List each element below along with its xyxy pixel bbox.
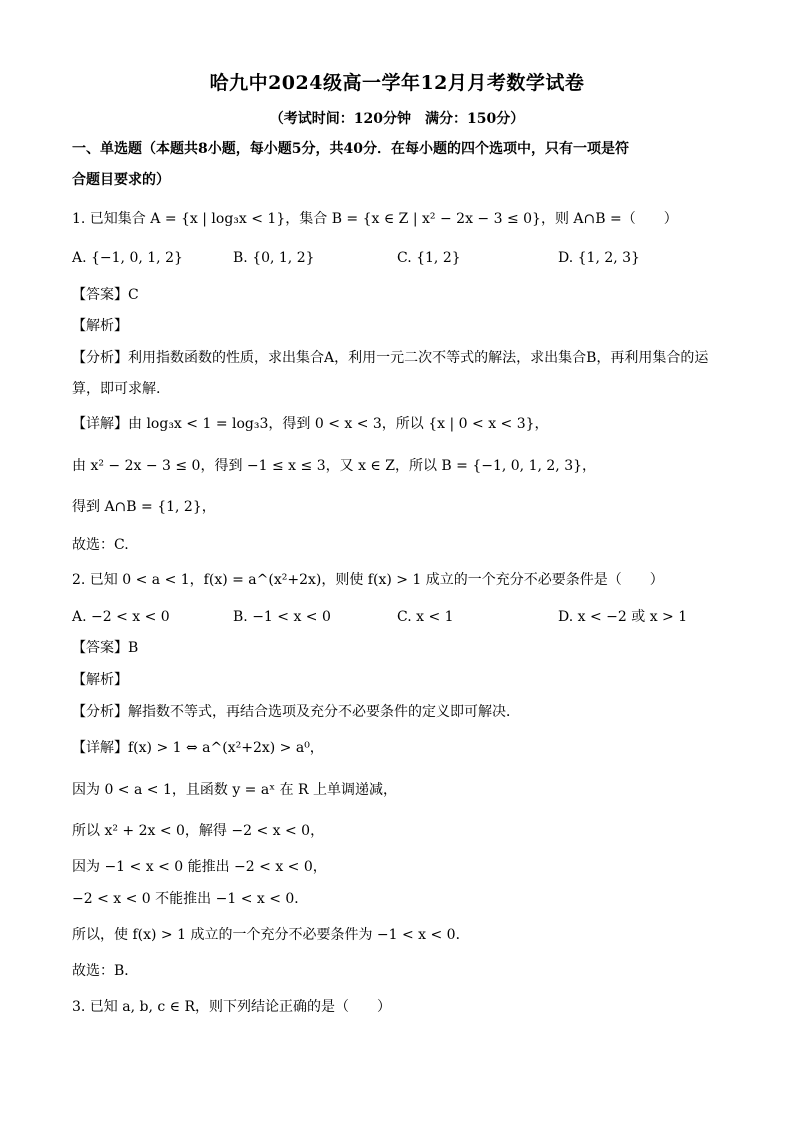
question-1-analysis-line1: 【分析】利用指数函数的性质，求出集合A，利用一元二次不等式的解法，求出集合B，再利用集合的运 — [72, 350, 709, 366]
exam-info: （考试时间：120分钟 满分：150分） — [269, 111, 525, 127]
page-title: 哈九中2024级高一学年12月月考数学试卷 — [209, 72, 585, 94]
question-2-detail-3: 所以 x² + 2x < 0，解得 −2 < x < 0， — [72, 823, 325, 839]
question-2-option-b: B. −1 < x < 0 — [233, 609, 331, 625]
question-2-detail-2: 因为 0 < a < 1，且函数 y = aˣ 在 R 上单调递减， — [72, 782, 398, 798]
question-2-option-c: C. x < 1 — [397, 609, 454, 625]
question-1-option-c: C. {1, 2} — [397, 250, 461, 266]
question-1-detail-1: 【详解】由 log₃x < 1 = log₃3，得到 0 < x < 3，所以 {x | 0 < x < 3}， — [72, 416, 549, 432]
question-2-conclusion: 故选：B． — [72, 963, 139, 979]
question-2-option-a: A. −2 < x < 0 — [72, 609, 170, 625]
question-1-analysis-line2: 算，即可求解. — [72, 381, 161, 397]
question-2-detail-5: −2 < x < 0 不能推出 −1 < x < 0． — [72, 891, 309, 907]
question-1-answer: 【答案】C — [72, 287, 139, 303]
question-1-detail-3: 得到 A∩B = {1, 2}， — [72, 499, 216, 515]
question-2-detail-6: 所以，使 f(x) > 1 成立的一个充分不必要条件为 −1 < x < 0． — [72, 927, 470, 943]
question-1-stem: 1. 已知集合 A = {x | log₃x < 1}，集合 B = {x ∈ Z | x² − 2x − 3 ≤ 0}，则 A∩B =（ ） — [72, 211, 678, 227]
question-2-stem: 2. 已知 0 < a < 1，f(x) = a^(x²+2x)，则使 f(x) > 1 成立的一个充分不必要条件是（ ） — [72, 572, 664, 588]
question-1-option-a: A. {−1, 0, 1, 2} — [72, 250, 183, 266]
section-heading-line1: 一、单选题（本题共8小题，每小题5分，共40分．在每小题的四个选项中，只有一项是符 — [72, 141, 629, 157]
question-1-option-d: D. {1, 2, 3} — [558, 250, 640, 266]
question-2-answer: 【答案】B — [72, 640, 139, 656]
section-heading-line2: 合题目要求的） — [72, 172, 170, 188]
question-1-conclusion: 故选：C. — [72, 537, 129, 553]
question-2-detail-1: 【详解】f(x) > 1 ⇔ a^(x²+2x) > a⁰， — [72, 740, 324, 756]
question-3-stem: 3. 已知 a, b, c ∈ R，则下列结论正确的是（ ） — [72, 999, 392, 1015]
question-2-analysis-line1: 【分析】解指数不等式，再结合选项及充分不必要条件的定义即可解决． — [72, 704, 520, 720]
question-2-option-d: D. x < −2 或 x > 1 — [558, 609, 688, 625]
question-1-detail-2: 由 x² − 2x − 3 ≤ 0，得到 −1 ≤ x ≤ 3，又 x ∈ Z，所以 B = {−1, 0, 1, 2, 3}， — [72, 458, 597, 474]
question-2-analysis-label: 【解析】 — [72, 672, 128, 688]
question-1-analysis-label: 【解析】 — [72, 318, 128, 334]
question-2-detail-4: 因为 −1 < x < 0 能推出 −2 < x < 0， — [72, 859, 327, 875]
question-1-option-b: B. {0, 1, 2} — [233, 250, 315, 266]
